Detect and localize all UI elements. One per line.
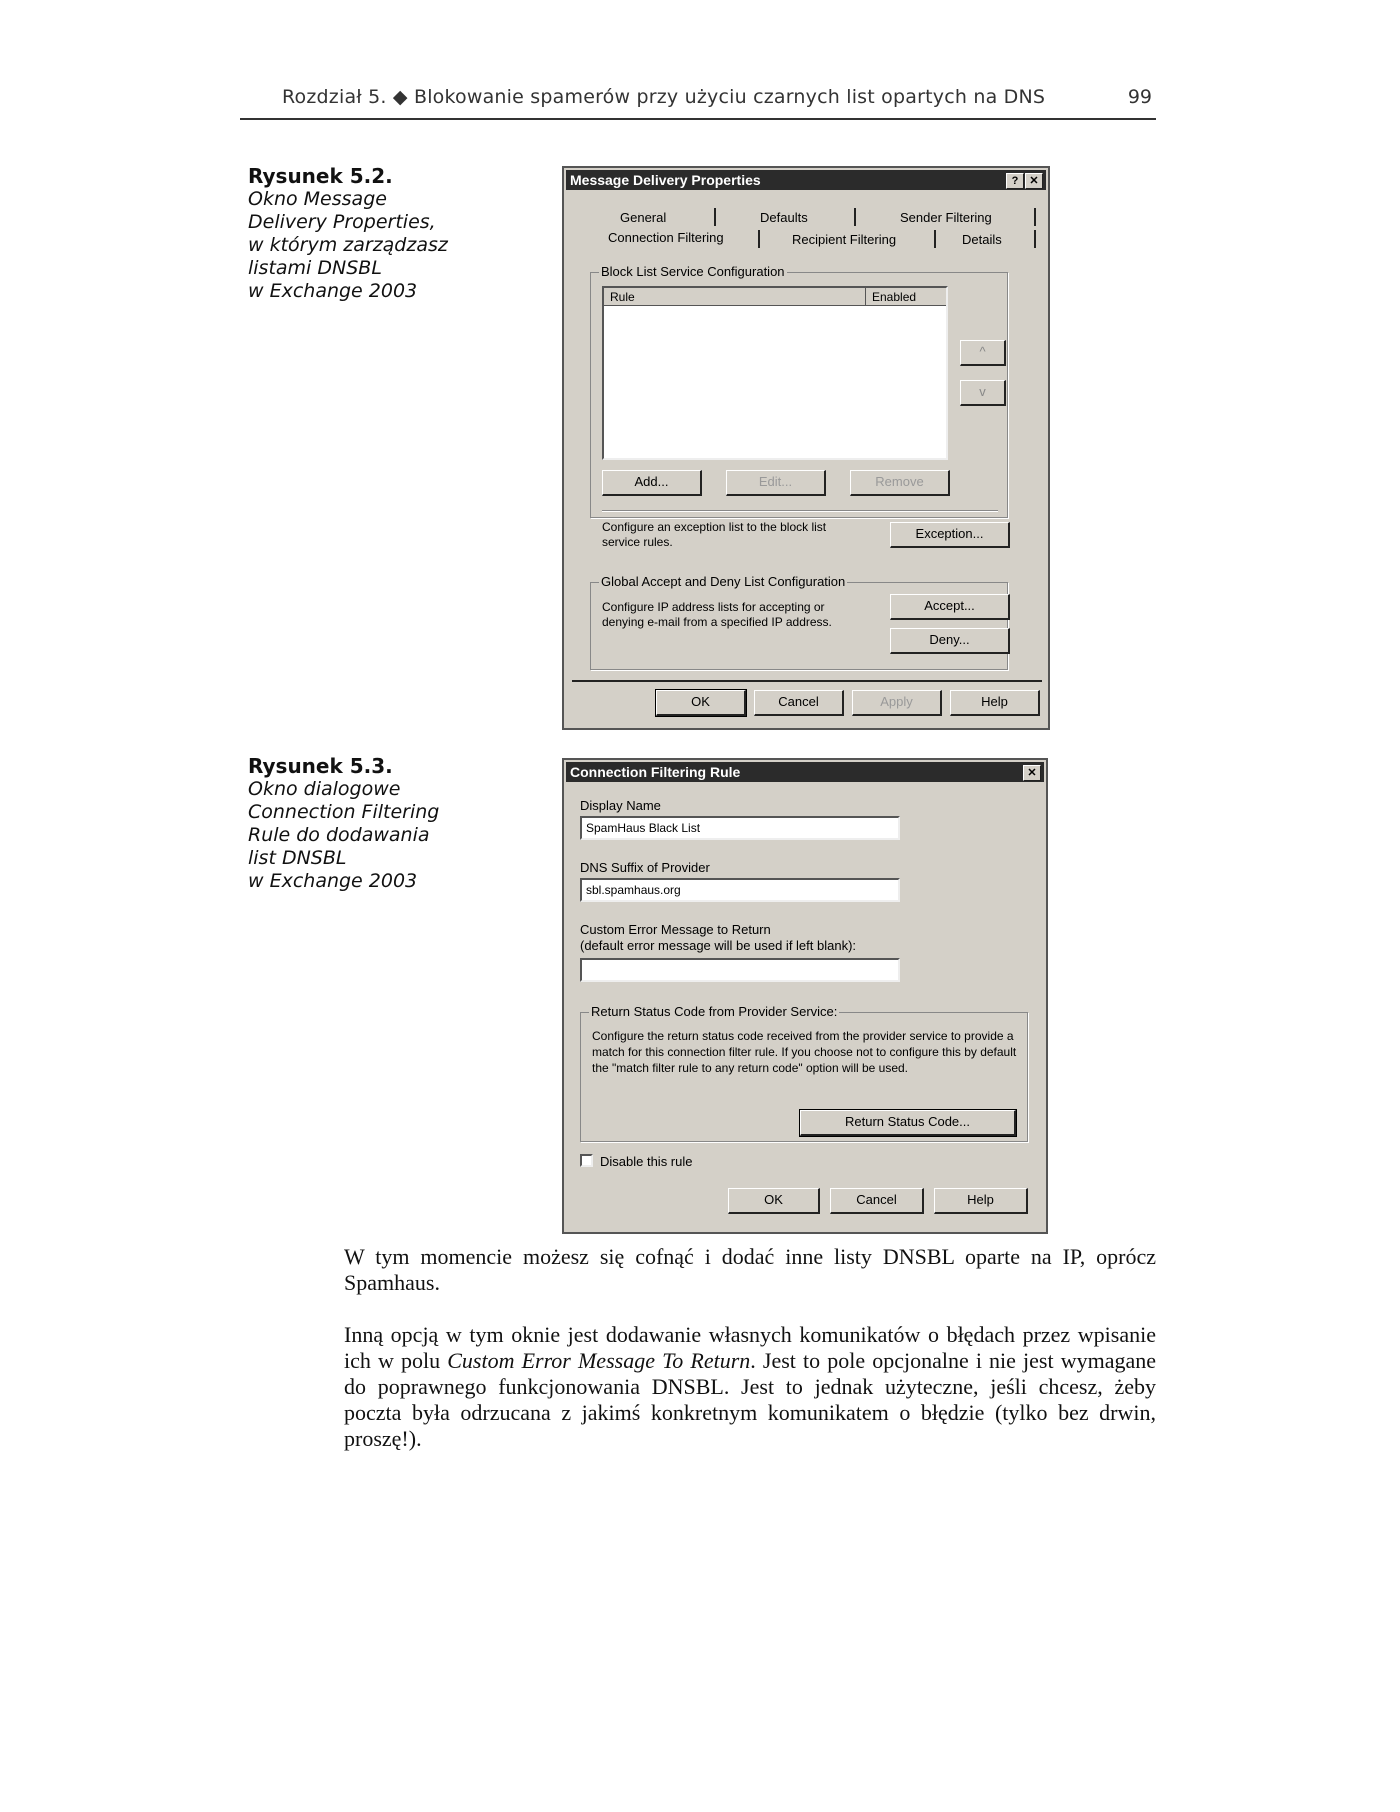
tab-divider: [854, 208, 856, 226]
close-icon[interactable]: ✕: [1025, 173, 1043, 189]
dns-suffix-label: DNS Suffix of Provider: [580, 860, 710, 875]
custom-error-field[interactable]: [580, 958, 900, 982]
figure2-caption-text: Okno dialogowe Connection Filtering Rule do dodawania list DNSBL w Exchange 2003: [248, 778, 440, 892]
dialog-title: Connection Filtering Rule: [570, 764, 741, 780]
tab-divider: [1034, 208, 1036, 226]
connection-filtering-rule-dialog: [562, 758, 1048, 1234]
up-arrow-icon: ^: [979, 344, 986, 359]
display-name-label: Display Name: [580, 798, 661, 813]
block-list-group-title: Block List Service Configuration: [601, 264, 785, 279]
tab-recipient-filtering[interactable]: Recipient Filtering: [792, 232, 897, 247]
tab-general[interactable]: General: [620, 210, 667, 225]
edit-button[interactable]: Edit...: [726, 470, 826, 496]
running-head: [240, 84, 1156, 120]
tab-divider: [934, 230, 936, 248]
tab-defaults[interactable]: Defaults: [760, 210, 808, 225]
return-status-group-title: Return Status Code from Provider Service:: [591, 1004, 838, 1019]
tab-connection-filtering[interactable]: Connection Filtering: [608, 230, 724, 245]
separator: [602, 510, 998, 512]
dns-suffix-field[interactable]: sbl.spamhaus.org: [580, 878, 900, 902]
tab-details[interactable]: Details: [962, 232, 1002, 247]
para2-text-end: . Jest to pole opcjonalne i nie jest wymagane do poprawnego funkcjonowania DNSBL. Jest to jednak użyteczne, jeśli chcesz, żeby poczta była odrzucana z jakimś konkretnym komunikatem o błędzie (tylko bez drwin, proszę!).: [344, 1348, 1156, 1451]
move-up-button[interactable]: [960, 340, 1006, 366]
dialog-title: Message Delivery Properties: [570, 172, 761, 188]
tab-sender-filtering[interactable]: Sender Filtering: [900, 210, 992, 225]
cancel-button[interactable]: Cancel: [830, 1188, 924, 1214]
accept-button[interactable]: Accept...: [890, 594, 1010, 620]
down-arrow-icon: v: [979, 384, 986, 399]
help-button[interactable]: Help: [934, 1188, 1028, 1214]
move-down-button[interactable]: [960, 380, 1006, 406]
custom-error-label: Custom Error Message to Return: [580, 922, 771, 937]
exception-button[interactable]: Exception...: [890, 522, 1010, 548]
rule-list[interactable]: [602, 286, 948, 460]
tab-divider: [714, 208, 716, 226]
display-name-field[interactable]: SpamHaus Black List: [580, 816, 900, 840]
remove-button[interactable]: Remove: [850, 470, 950, 496]
apply-button[interactable]: Apply: [852, 690, 942, 716]
exception-description: Configure an exception list to the block list service rules.: [602, 520, 827, 549]
para2-text-start: Inną opcją w tym oknie jest dodawanie własnych komunikatów o błędach przez wpisanie ich w polu: [344, 1322, 1156, 1373]
body-paragraph-2: [344, 1322, 1156, 1452]
global-list-group-title: Global Accept and Deny List Configuration: [601, 574, 846, 589]
ok-button[interactable]: OK: [728, 1188, 820, 1214]
help-icon[interactable]: ?: [1006, 173, 1024, 189]
chapter-title: Rozdział 5. ◆ Blokowanie spamerów przy użyciu czarnych list opartych na DNS: [282, 86, 1046, 108]
disable-rule-label: Disable this rule: [600, 1154, 693, 1169]
rule-column-header[interactable]: Rule: [604, 288, 866, 306]
figure2-label: Rysunek 5.3.: [248, 754, 393, 778]
dialog-titlebar: [566, 170, 1046, 190]
global-description: Configure IP address lists for accepting or denying e-mail from a specified IP address.: [602, 600, 832, 629]
tab-panel-bottom: [572, 680, 1042, 682]
figure1-label: Rysunek 5.2.: [248, 164, 393, 188]
custom-error-hint: (default error message will be used if left blank):: [580, 938, 857, 953]
dialog-titlebar: [566, 762, 1044, 782]
figure1-caption-text: Okno Message Delivery Properties, w którym zarządzasz listami DNSBL w Exchange 2003: [248, 188, 448, 302]
tab-divider: [1034, 230, 1036, 248]
figure2-caption: [248, 754, 508, 893]
body-paragraph-1: W tym momencie możesz się cofnąć i dodać inne listy DNSBL oparte na IP, oprócz Spamhaus.: [344, 1244, 1156, 1295]
return-status-description: Configure the return status code received from the provider service to provide a match for this connection filter rule. If you choose not to configure this by default the "match filter rule to any return code" option will be used.: [592, 1029, 1017, 1075]
page-number: 99: [1127, 86, 1152, 108]
close-icon[interactable]: ✕: [1023, 765, 1041, 781]
help-button[interactable]: Help: [950, 690, 1040, 716]
ok-button[interactable]: OK: [656, 690, 746, 716]
tab-divider: [758, 230, 760, 248]
enabled-column-header[interactable]: Enabled: [866, 288, 946, 306]
cancel-button[interactable]: Cancel: [754, 690, 844, 716]
deny-button[interactable]: Deny...: [890, 628, 1010, 654]
add-button[interactable]: Add...: [602, 470, 702, 496]
message-delivery-properties-dialog: [562, 166, 1050, 730]
para2-field-name: Custom Error Message To Return: [447, 1348, 751, 1373]
return-status-code-button[interactable]: Return Status Code...: [800, 1110, 1016, 1136]
disable-rule-checkbox[interactable]: [580, 1154, 593, 1167]
figure1-caption: [248, 164, 508, 303]
